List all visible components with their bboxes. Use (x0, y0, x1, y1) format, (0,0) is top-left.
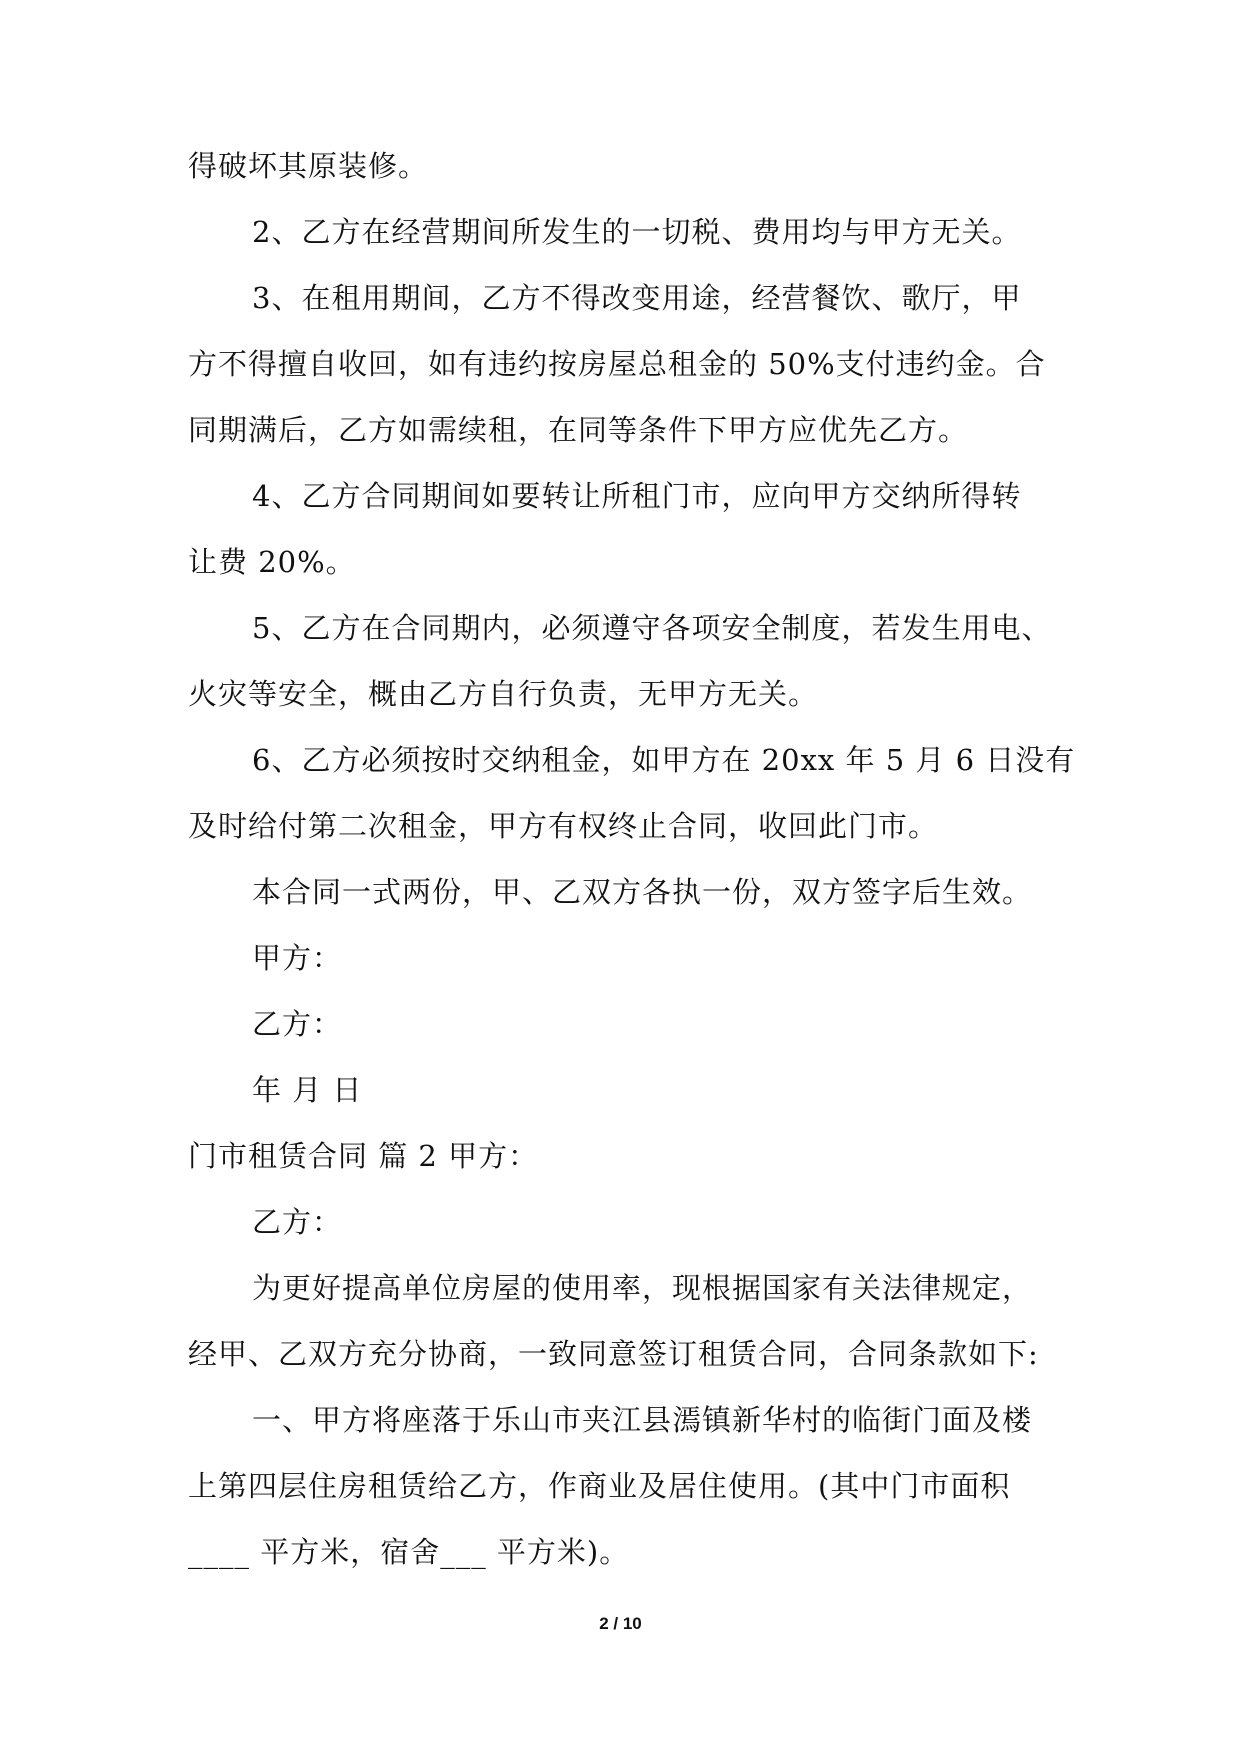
text-line: 一、甲方将座落于乐山市夹江县漹镇新华村的临街门面及楼 (252, 1403, 1033, 1437)
text-line: 2、乙方在经营期间所发生的一切税、费用均与甲方无关。 (252, 215, 1022, 249)
text-line: 为更好提高单位房屋的使用率，现根据国家有关法律规定， (252, 1271, 1033, 1305)
text-line: 上第四层住房租赁给乙方，作商业及居住使用。(其中门市面积 (188, 1469, 1011, 1503)
text-line: 方不得擅自收回，如有违约按房屋总租金的 50%支付违约金。合 (188, 347, 1046, 381)
text-line: 6、乙方必须按时交纳租金，如甲方在 20xx 年 5 月 6 日没有 (252, 743, 1076, 777)
text-line: 乙方： (252, 1205, 343, 1239)
text-line: 及时给付第二次租金，甲方有权终止合同，收回此门市。 (188, 809, 939, 843)
text-line: 让费 20%。 (188, 545, 356, 579)
text-line: 火灾等安全，概由乙方自行负责，无甲方无关。 (188, 677, 819, 711)
page-number: 2 / 10 (599, 1614, 642, 1633)
signature-label-party-a: 甲方： (252, 941, 343, 975)
section-heading: 门市租赁合同 篇 2 甲方： (188, 1139, 539, 1173)
date-line: 年 月 日 (252, 1073, 363, 1107)
text-line: 3、在租用期间，乙方不得改变用途，经营餐饮、歌厅，甲 (252, 281, 1022, 315)
signature-label-party-b: 乙方： (252, 1007, 343, 1041)
text-line: 本合同一式两份，甲、乙双方各执一份，双方签字后生效。 (252, 875, 1033, 909)
text-line: 得破坏其原装修。 (188, 149, 429, 183)
text-line: 同期满后，乙方如需续租，在同等条件下甲方应优先乙方。 (188, 413, 969, 447)
text-line: 经甲、乙双方充分协商，一致同意签订租赁合同，合同条款如下: (188, 1337, 1039, 1371)
text-line: ____ 平方米，宿舍___ 平方米)。 (188, 1535, 630, 1569)
text-line: 5、乙方在合同期内，必须遵守各项安全制度，若发生用电、 (252, 611, 1052, 645)
text-line: 4、乙方合同期间如要转让所租门市，应向甲方交纳所得转 (252, 479, 1022, 513)
